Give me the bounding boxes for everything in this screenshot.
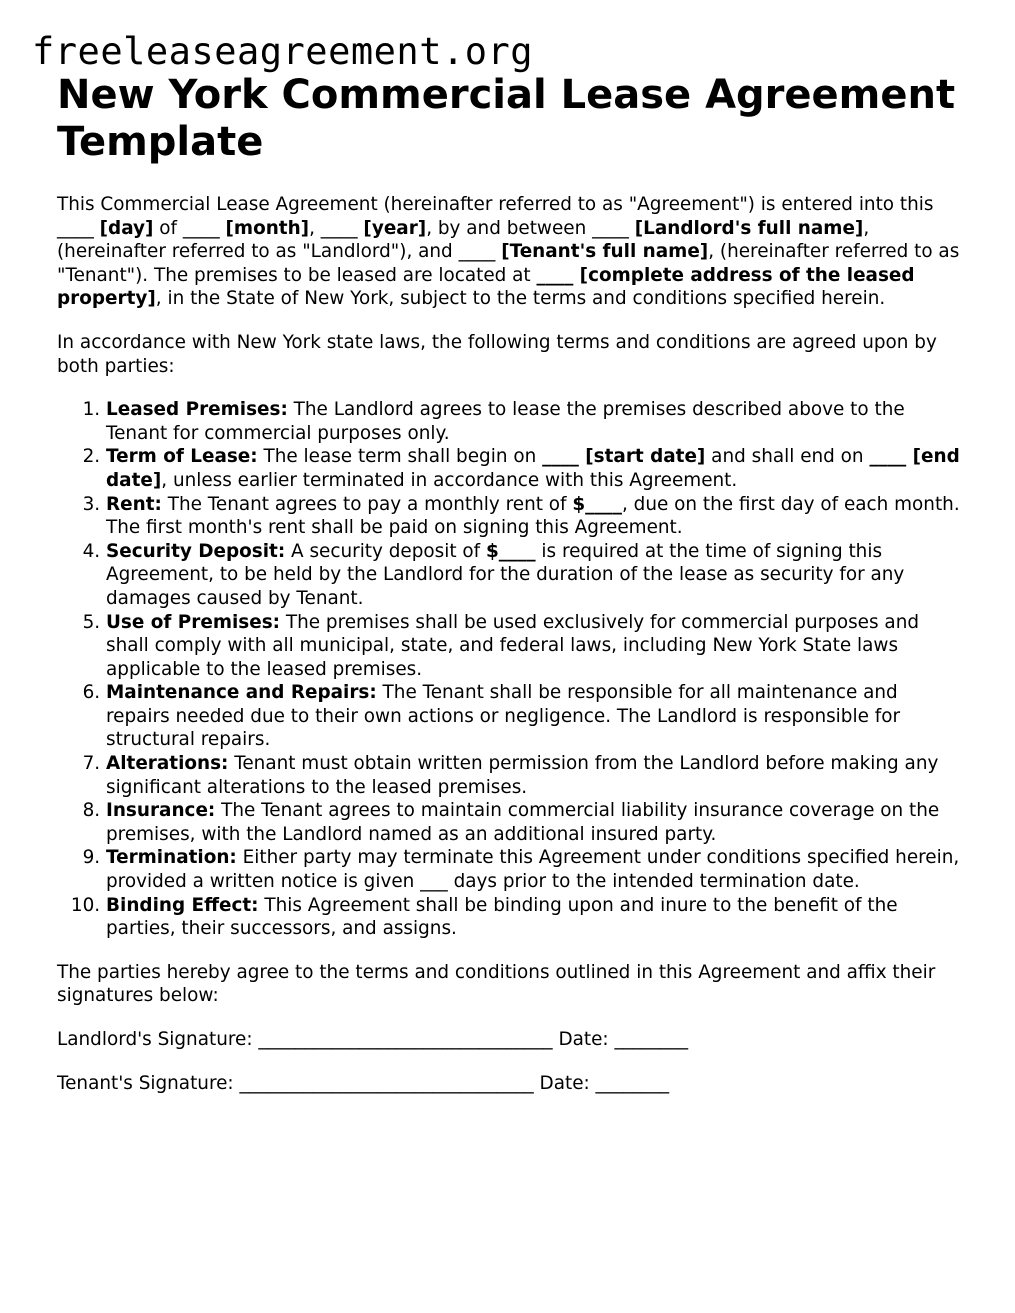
landlord-signature-line: Landlord's Signature: ________________________________ Date: ________ (57, 1029, 689, 1050)
day-placeholder: [day] (99, 217, 154, 239)
address-placeholder: ____ [complete address of the leased property] (57, 264, 915, 310)
lease-document (57, 72, 967, 1095)
landlord-name-placeholder: [Landlord's full name] (634, 217, 864, 239)
term-term-of-lease (106, 445, 967, 492)
term-text: A security deposit of (285, 540, 486, 562)
tenant-signature-line: Tenant's Signature: ________________________________ Date: ________ (57, 1072, 670, 1094)
intro-text-7: , in the State of New York, subject to the terms and conditions specified herein. (155, 288, 886, 310)
term-binding-effect (106, 894, 967, 941)
term-heading: Termination: (106, 847, 237, 869)
term-rent (106, 493, 967, 540)
term-heading: Security Deposit: (106, 540, 286, 562)
term-heading: Binding Effect: (106, 894, 259, 916)
rent-amount-placeholder: $____ (572, 493, 622, 515)
term-text: The lease term shall begin on (257, 446, 543, 468)
end-date-placeholder: ____ [end date] (106, 446, 960, 491)
term-heading: Alterations: (106, 753, 229, 775)
term-text: The premises shall be used exclusively for commercial purposes and shall comply with all municipal, state, and federal laws, including New York State laws applicable to the leased premises. (106, 611, 920, 680)
term-text: , due on the first day of each month. The first month's rent shall be paid on signing this Agreement. (106, 493, 960, 539)
term-text: The Tenant shall be responsible for all maintenance and repairs needed due to their own actions or negligence. The Landlord is responsible for structural repairs. (106, 682, 901, 751)
term-termination (106, 846, 967, 893)
term-text: The Landlord agrees to lease the premises described above to the Tenant for commercial purposes only. (106, 399, 905, 444)
term-insurance (106, 799, 967, 846)
closing-paragraph: The parties hereby agree to the terms and conditions outlined in this Agreement and affix their signatures below: (57, 961, 936, 1007)
terms-list (57, 398, 967, 941)
term-heading: Use of Premises: (106, 611, 281, 633)
term-alterations (106, 752, 967, 799)
term-heading: Maintenance and Repairs: (106, 682, 377, 704)
month-placeholder: [month] (225, 217, 310, 239)
term-maintenance (106, 681, 967, 752)
intro-text-2: of ____ (153, 217, 226, 239)
term-heading: Insurance: (106, 800, 216, 822)
term-text: The Tenant agrees to pay a monthly rent of (161, 493, 573, 515)
intro-text-6: , (hereinafter referred to as "Tenant"). The premises to be leased are located at (57, 241, 960, 286)
term-heading: Term of Lease: (106, 446, 258, 468)
intro-text-3: , ____ (309, 217, 364, 239)
term-text: , unless earlier terminated in accordance with this Agreement. (161, 469, 738, 491)
term-heading: Leased Premises: (106, 399, 288, 421)
start-date-placeholder: ____ [start date] (542, 446, 706, 468)
term-text: is required at the time of signing this Agreement, to be held by the Landlord for the duration of the lease as security for any damages caused by Tenant. (106, 540, 905, 609)
document-title: New York Commercial Lease Agreement Template (57, 72, 956, 165)
intro-text-4: , by and between ____ (426, 217, 635, 239)
term-security-deposit (106, 540, 967, 611)
intro-text-5: , (hereinafter referred to as "Landlord"), and ____ (57, 217, 870, 263)
term-leased-premises (106, 398, 967, 445)
intro-text-1: This Commercial Lease Agreement (hereinafter referred to as "Agreement") is entered into this ____ (57, 194, 934, 239)
intro-paragraph (57, 193, 967, 311)
year-placeholder: [year] (363, 217, 427, 239)
site-watermark: freeleaseagreement.org (32, 30, 534, 73)
term-text: Tenant must obtain written permission from the Landlord before making any significant alterations to the leased premises. (106, 753, 939, 798)
term-heading: Rent: (106, 493, 162, 515)
law-paragraph: In accordance with New York state laws, the following terms and conditions are agreed upon by both parties: (57, 331, 937, 377)
deposit-amount-placeholder: $____ (485, 540, 536, 562)
term-text: The Tenant agrees to maintain commercial liability insurance coverage on the premises, with the Landlord named as an additional insured party. (106, 800, 940, 845)
term-use-of-premises (106, 611, 967, 682)
term-text: This Agreement shall be binding upon and inure to the benefit of the parties, their successors, and assigns. (106, 894, 898, 940)
tenant-name-placeholder: [Tenant's full name] (501, 241, 709, 263)
term-text: and shall end on (705, 446, 870, 468)
term-text: Either party may terminate this Agreement under conditions specified herein, provided a written notice is given ___ days prior to the intended termination date. (106, 847, 960, 893)
